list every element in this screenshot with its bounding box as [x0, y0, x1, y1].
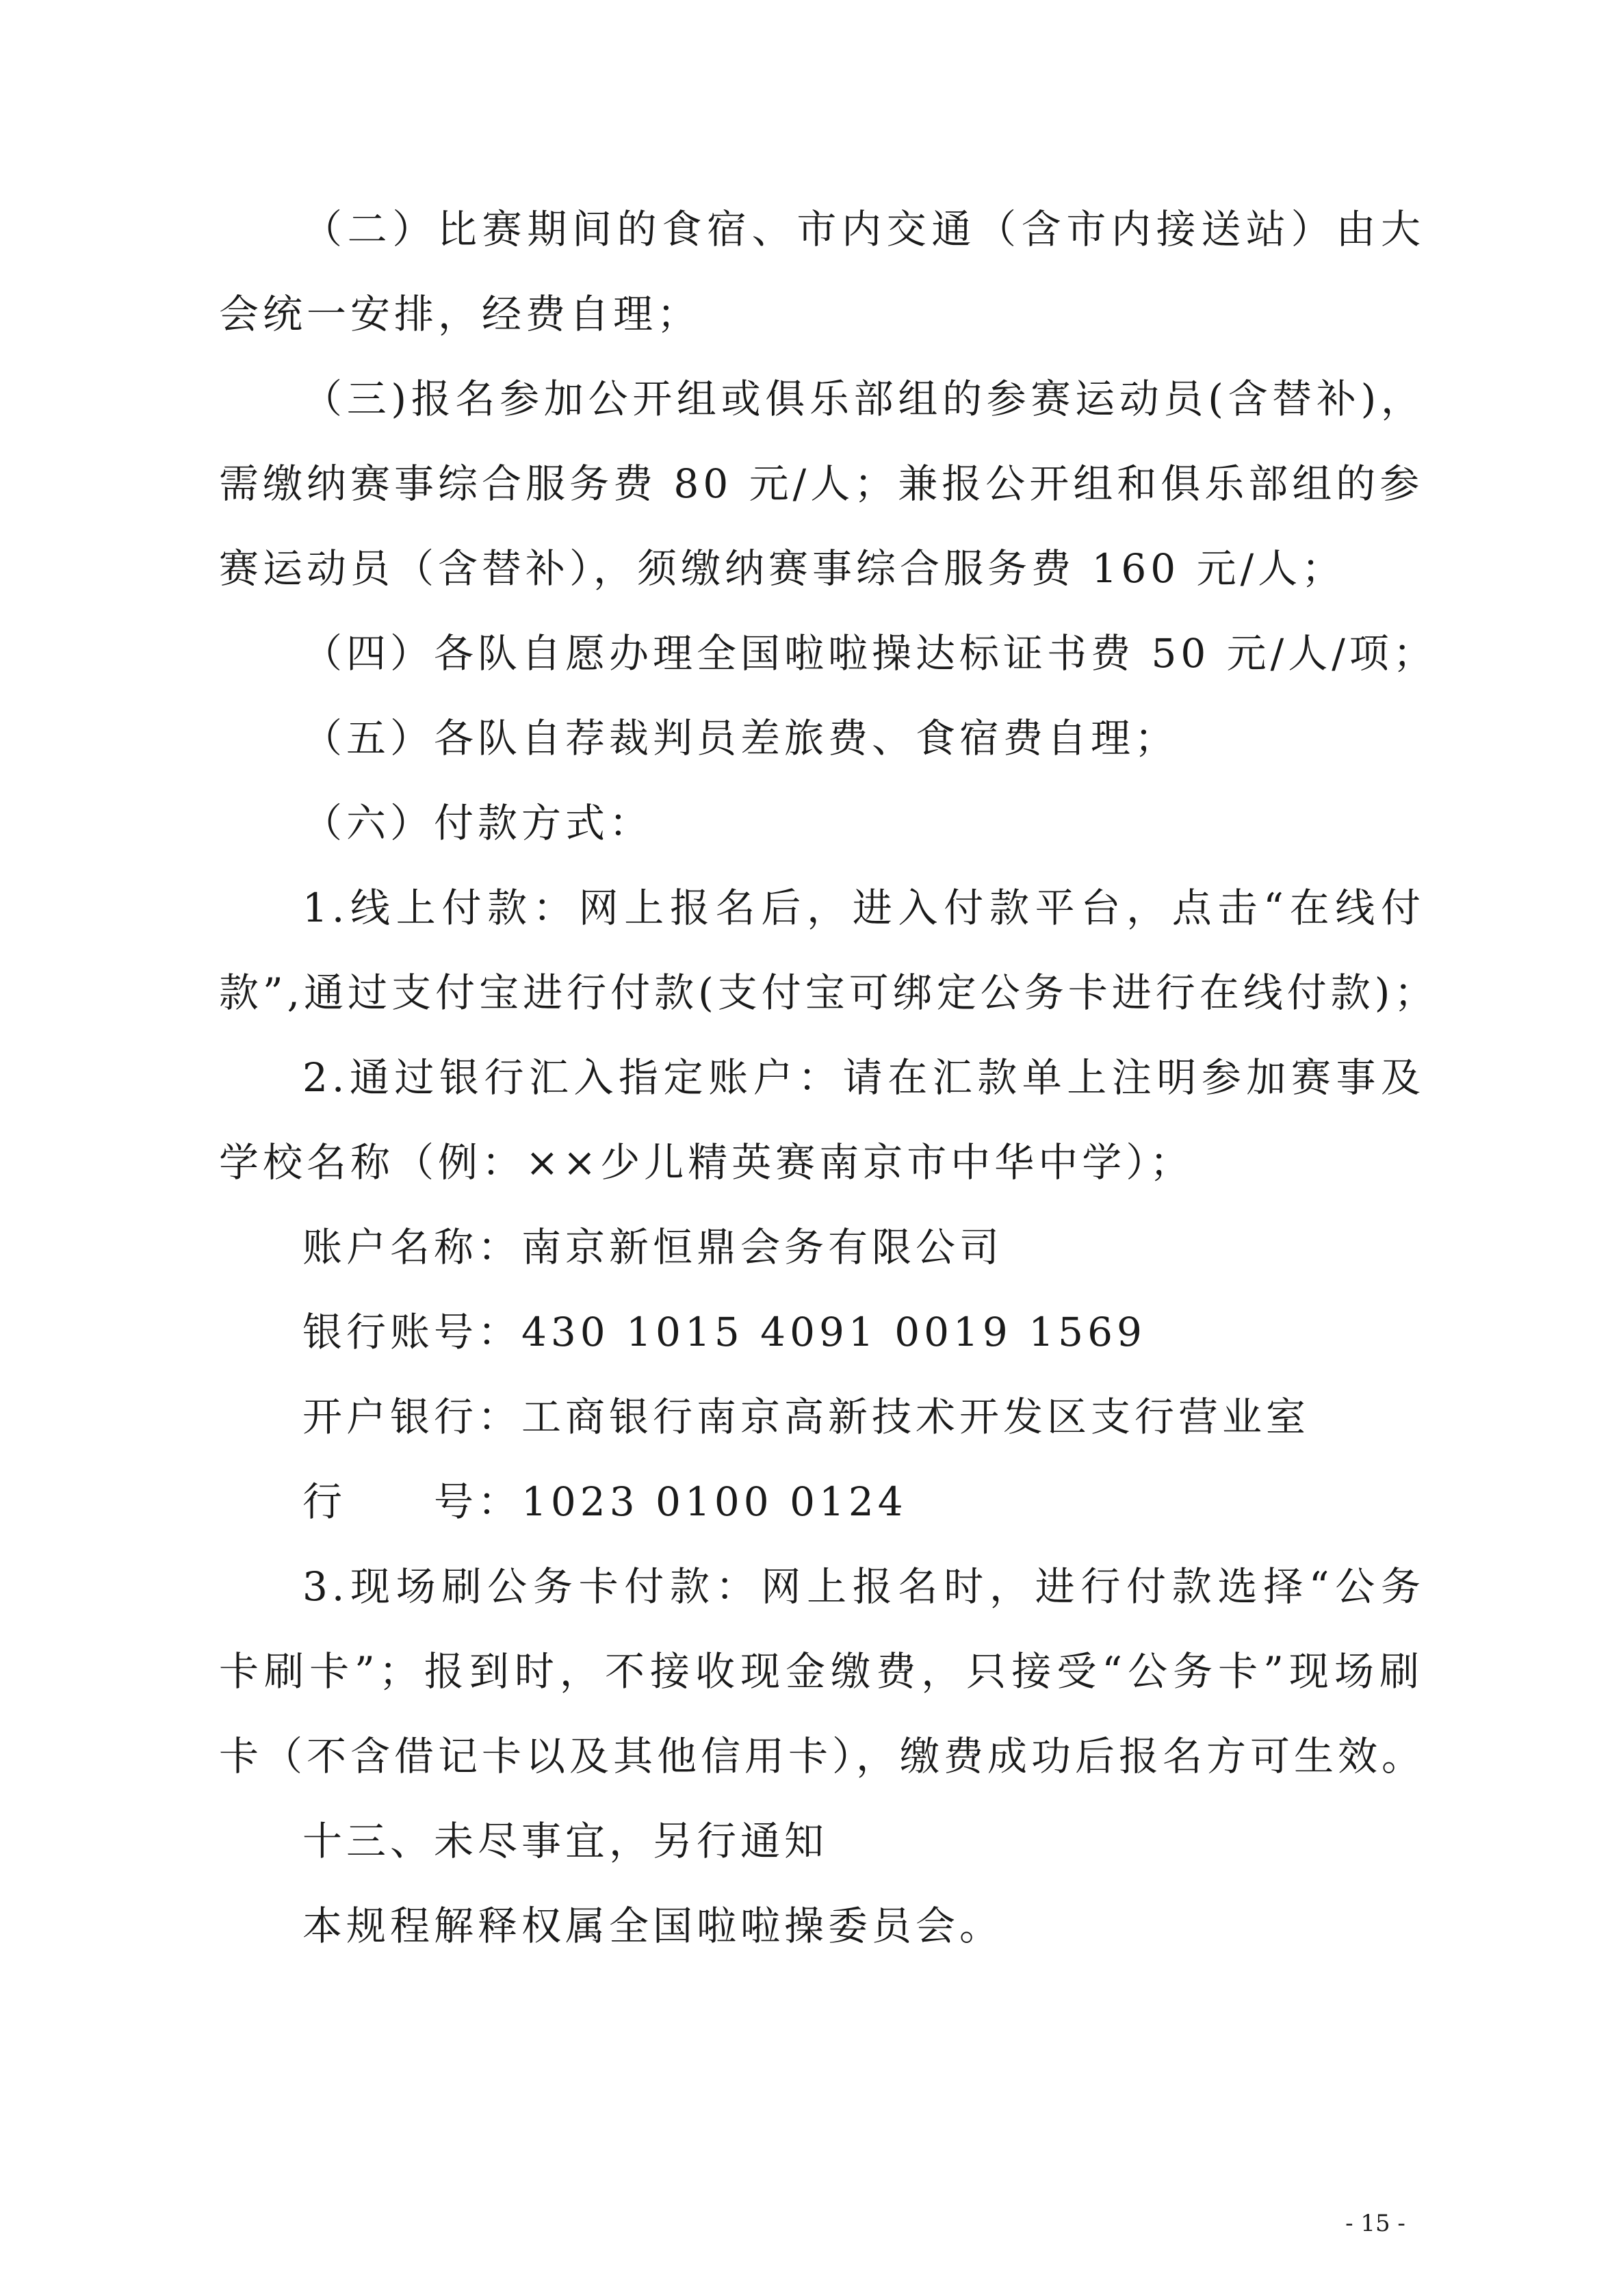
text-line: 会统一安排，经费自理；	[219, 291, 701, 337]
account-name-line: 账户名称：南京新恒鼎会务有限公司	[302, 1224, 1004, 1270]
text-line: 卡刷卡”；报到时，不接收现金缴费，只接受“公务卡”现场刷	[219, 1648, 1423, 1695]
text-line: （六）付款方式：	[302, 800, 653, 846]
text-line: 本规程解释权属全国啦啦操委员会。	[302, 1903, 1004, 1949]
section-heading: 十三、未尽事宜，另行通知	[302, 1818, 829, 1864]
text-line: （四）各队自愿办理全国啦啦操达标证书费 50 元/人/项；	[302, 630, 1437, 677]
text-line: 款”,通过支付宝进行付款(支付宝可绑定公务卡进行在线付款)；	[219, 969, 1438, 1016]
text-line: （三)报名参加公开组或俱乐部组的参赛运动员(含替补)，	[302, 376, 1425, 422]
page-number: - 15 -	[1345, 2210, 1405, 2237]
text-line: 卡（不含借记卡以及其他信用卡），缴费成功后报名方可生效。	[219, 1733, 1426, 1779]
text-line: 赛运动员（含替补），须缴纳赛事综合服务费 160 元/人；	[219, 545, 1346, 592]
text-line: 2.通过银行汇入指定账户：请在汇款单上注明参加赛事及	[302, 1054, 1425, 1101]
account-number-line: 银行账号：430 1015 4091 0019 1569	[302, 1309, 1146, 1355]
text-line: 学校名称（例：××少儿精英赛南京市中华中学）；	[219, 1139, 1194, 1186]
bank-code-line: 行 号：1023 0100 0124	[302, 1478, 907, 1525]
text-line: （五）各队自荐裁判员差旅费、食宿费自理；	[302, 715, 1179, 761]
text-line: 需缴纳赛事综合服务费 80 元/人；兼报公开组和俱乐部组的参	[219, 460, 1424, 507]
text-line: （二）比赛期间的食宿、市内交通（含市内接送站）由大	[302, 206, 1425, 252]
text-line: 1.线上付款：网上报名后，进入付款平台，点击“在线付	[302, 885, 1425, 931]
text-line: 3.现场刷公务卡付款：网上报名时，进行付款选择“公务	[302, 1563, 1425, 1610]
bank-name-line: 开户银行：工商银行南京高新技术开发区支行营业室	[302, 1394, 1310, 1440]
